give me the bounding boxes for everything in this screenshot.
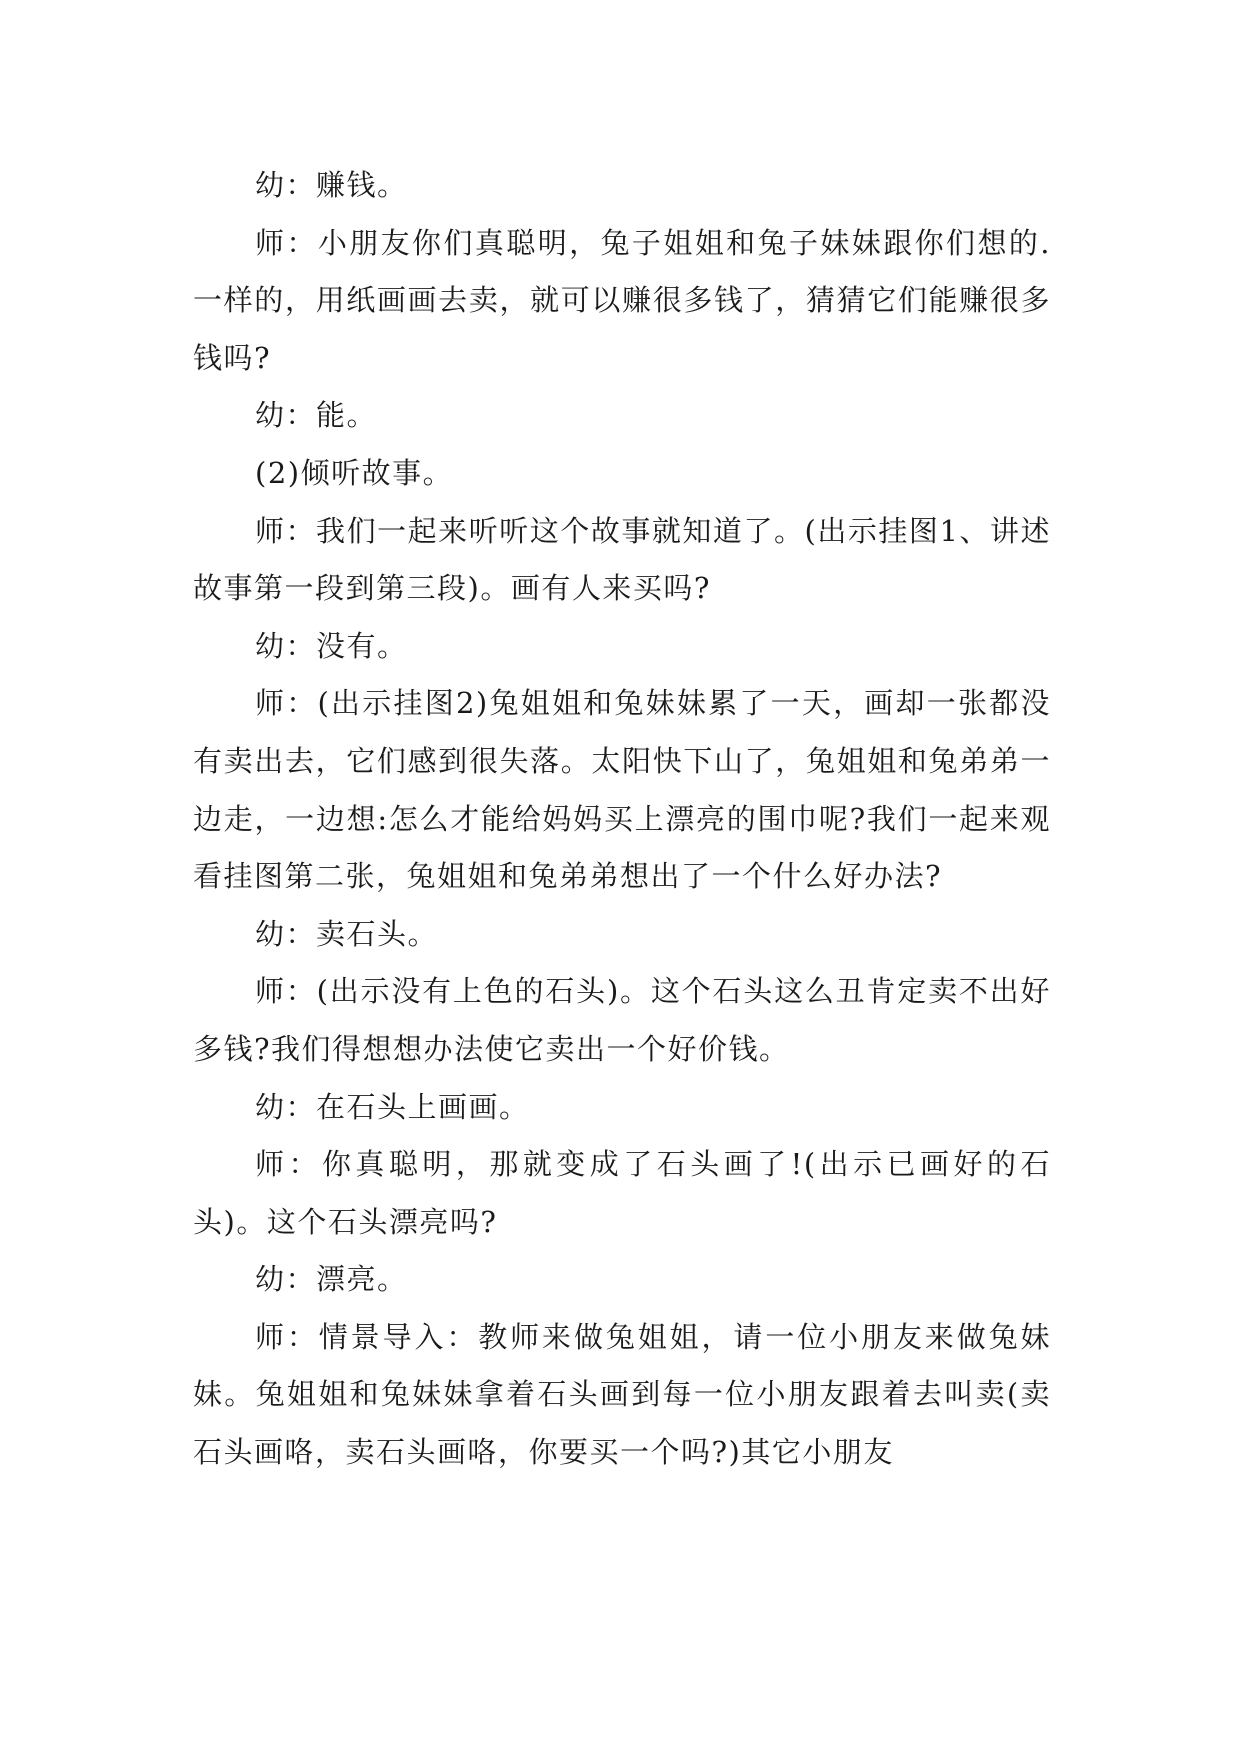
paragraph-teacher-ugly-stone: 师：(出示没有上色的石头)。这个石头这么丑肯定卖不出好多钱?我们得想想办法使它卖出一个好价钱。 [193,974,1051,1066]
paragraph-teacher-praise: 师：小朋友你们真聪明，兔子姐姐和兔子妹妹跟你们想的.一样的，用纸画画去卖，就可以赚很多钱了，猜猜它们能赚很多钱吗? [193,225,1051,375]
paragraph-child-pretty: 幼：漂亮。 [255,1262,408,1297]
paragraph-child-earn-money: 幼：赚钱。 [255,168,408,202]
paragraph-teacher-stone-painting: 师：你真聪明，那就变成了石头画了!(出示已画好的石头)。这个石头漂亮吗? [193,1147,1051,1239]
paragraph-child-no: 幼：没有。 [255,628,408,663]
paragraph-child-can: 幼：能。 [255,398,378,433]
paragraph-child-paint-stone: 幼：在石头上画画。 [255,1089,530,1124]
paragraph-teacher-role-play: 师：情景导入：教师来做兔姐姐，请一位小朋友来做兔妹妹。兔姐姐和兔妹妹拿着石头画到每一位小朋友跟着去叫卖(卖石头画咯，卖石头画咯，你要买一个吗?)其它小朋友 [193,1319,1051,1470]
document-body [193,157,1051,1482]
paragraph-section-listen-story: (2)倾听故事。 [255,455,454,490]
paragraph-teacher-story-intro: 师：我们一起来听听这个故事就知道了。(出示挂图1、讲述故事第一段到第三段)。画有人来买吗? [193,513,1051,606]
paragraph-teacher-picture-two: 师：(出示挂图2)兔姐姐和兔妹妹累了一天，画却一张都没有卖出去，它们感到很失落。太阳快下山了，兔姐姐和兔弟弟一边走，一边想:怎么才能给妈妈买上漂亮的围巾呢?我们一起来观看挂图第二张，兔姐姐和兔弟弟想出了一个什么好办法? [193,686,1051,894]
paragraph-child-sell-stones: 幼：卖石头。 [255,916,439,951]
